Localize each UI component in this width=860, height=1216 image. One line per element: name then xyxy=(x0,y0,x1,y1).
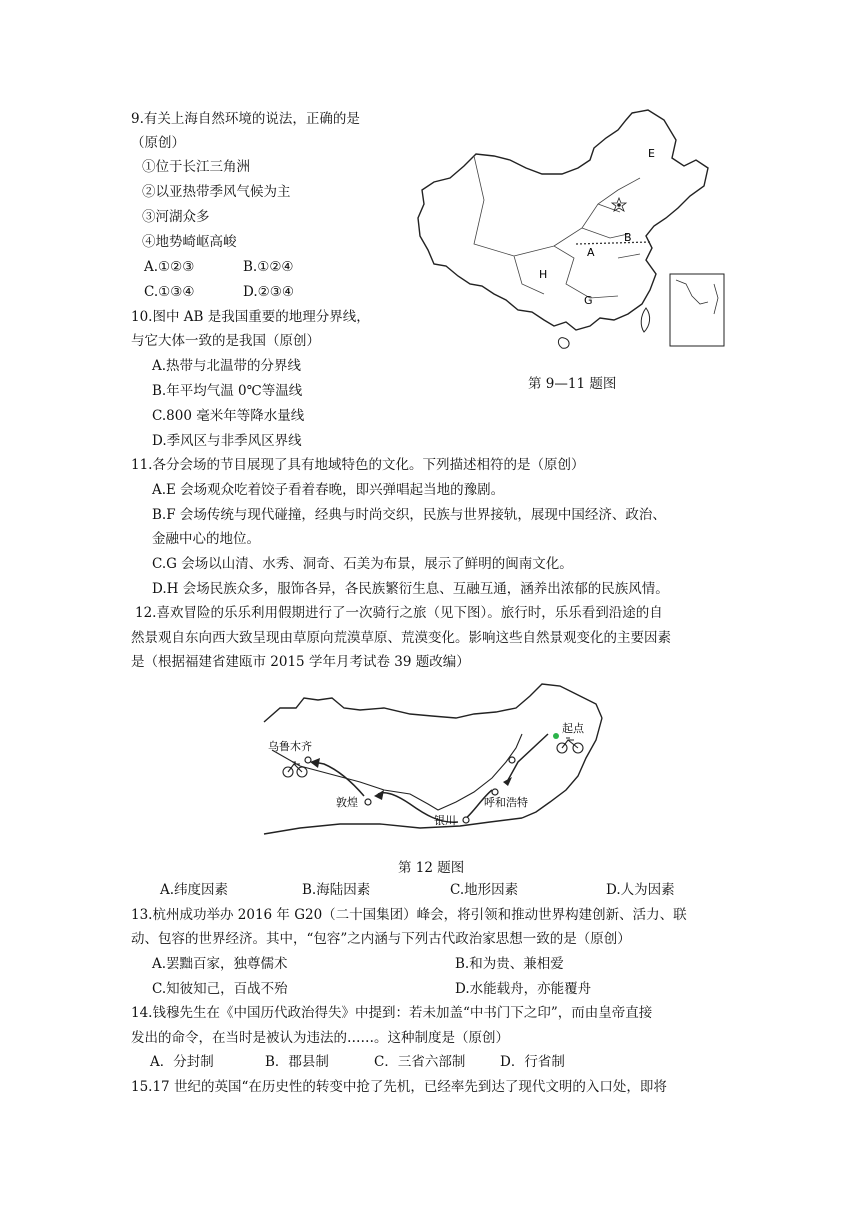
dunhuang-point xyxy=(365,799,371,805)
hainan-island xyxy=(558,338,569,349)
q13-line-2: 动、包容的世界经济。其中，“包容”之内涵与下列古代政治家思想一致的是（原创） xyxy=(131,931,631,947)
china-outline xyxy=(418,110,708,330)
province-borders xyxy=(474,156,640,298)
inset-coast xyxy=(676,280,718,314)
q13-option-a: A.罢黜百家，独尊儒术 xyxy=(152,956,288,972)
q9-option-d: D.②③④ xyxy=(243,284,294,300)
label-yinchuan: 银川 xyxy=(434,814,456,827)
label-start: 起点 xyxy=(562,722,584,735)
q9-item-3: ③河湖众多 xyxy=(142,209,210,225)
q11-option-b-line1: B.F 会场传统与现代碰撞，经典与时尚交织，民族与世界接轨，展现中国经济、政治、 xyxy=(152,507,666,523)
q9-source: （原创） xyxy=(131,135,185,151)
start-point xyxy=(553,733,559,739)
taiwan-island xyxy=(641,308,649,332)
q13-line-1: 13.杭州成功举办 2016 年 G20（二十国集团）峰会，将引领和推动世界构建创新、活力、联 xyxy=(131,907,687,923)
q12-line-3: 是（根据福建省建瓯市 2015 学年月考试卷 39 题改编） xyxy=(131,654,470,670)
label-urumqi: 乌鲁木齐 xyxy=(268,740,312,753)
map-label-a: A xyxy=(587,246,595,259)
q11-option-d: D.H 会场民族众多，服饰各异，各民族繁衍生息、互融互通，涵养出浓郁的民族风情。 xyxy=(152,581,669,597)
bicycle-icon-2 xyxy=(283,762,307,777)
china-map xyxy=(414,108,730,370)
urumqi-point xyxy=(305,757,311,763)
q12-option-d: D.人为因素 xyxy=(606,882,675,898)
q13-option-d: D.水能载舟，亦能覆舟 xyxy=(455,981,592,997)
q14-option-a: A．分封制 xyxy=(150,1054,214,1070)
map1-caption: 第 9—11 题图 xyxy=(528,376,617,392)
arrowhead-3 xyxy=(374,790,384,800)
map-label-g: G xyxy=(584,294,593,307)
waypoint-stop xyxy=(509,757,515,763)
route-map xyxy=(260,678,616,840)
q12-line-1: 12.喜欢冒险的乐乐利用假期进行了一次骑行之旅（见下图）。旅行时，乐乐看到沿途的自 xyxy=(135,605,663,621)
q9-stem: 9.有关上海自然环境的说法，正确的是 xyxy=(131,111,360,127)
q15-line-1: 15.17 世纪的英国“在历史性的转变中抢了先机，已经率先到达了现代文明的入口处，即将 xyxy=(131,1079,667,1095)
map-label-b: B xyxy=(624,231,632,244)
map-label-h: H xyxy=(539,268,548,281)
q9-option-c: C.①③④ xyxy=(144,284,195,300)
q12-line-2: 然景观自东向西大致呈现由草原向荒漠草原、荒漠变化。影响这些自然景观变化的主要因素 xyxy=(131,630,671,646)
q10-stem-1: 10.图中 AB 是我国重要的地理分界线， xyxy=(131,309,370,325)
q9-item-4: ④地势崎岖高峻 xyxy=(142,234,237,250)
q10-option-d: D.季风区与非季风区界线 xyxy=(152,433,302,449)
q11-option-b-line2: 金融中心的地位。 xyxy=(152,531,260,547)
q14-option-c: C．三省六部制 xyxy=(374,1054,466,1070)
q13-option-c: C.知彼知己，百战不殆 xyxy=(152,981,288,997)
route-arrow-1 xyxy=(508,734,548,780)
q14-option-d: D．行省制 xyxy=(500,1054,565,1070)
q11-option-c: C.G 会场以山清、水秀、洞奇、石美为布景，展示了鲜明的闽南文化。 xyxy=(152,556,573,572)
q9-item-1: ①位于长江三角洲 xyxy=(142,159,250,175)
q14-option-b: B．郡县制 xyxy=(265,1054,329,1070)
bicycle-icon xyxy=(557,738,583,753)
capital-marker xyxy=(617,203,621,207)
label-dunhuang: 敦煌 xyxy=(336,796,358,809)
arrowhead-1 xyxy=(503,777,512,786)
map-label-e: E xyxy=(648,147,655,160)
q11-stem: 11.各分会场的节目展现了具有地域特色的文化。下列描述相符的是（原创） xyxy=(131,457,585,473)
south-sea-inset xyxy=(670,274,724,346)
q10-option-b: B.年平均气温 0℃等温线 xyxy=(152,383,303,399)
hohhot-point xyxy=(492,789,498,795)
route-arrow-4 xyxy=(314,762,364,796)
q14-line-1: 14.钱穆先生在《中国历代政治得失》中提到：若未加盖“中书门下之印”，而由皇帝直接 xyxy=(131,1005,653,1021)
q10-option-c: C.800 毫米年等降水量线 xyxy=(152,408,305,424)
q13-option-b: B.和为贵、兼相爱 xyxy=(455,956,564,972)
q9-option-a: A.①②③ xyxy=(144,259,195,275)
north-border xyxy=(264,684,602,722)
q10-stem-2: 与它大体一致的是我国（原创） xyxy=(131,333,320,349)
q9-option-b: B.①②④ xyxy=(243,259,294,275)
map2-caption: 第 12 题图 xyxy=(398,860,465,876)
ab-line xyxy=(576,242,650,244)
south-boundary xyxy=(264,818,522,834)
label-hohhot: 呼和浩特 xyxy=(484,796,528,809)
q12-option-c: C.地形因素 xyxy=(450,882,519,898)
q12-option-b: B.海陆因素 xyxy=(302,882,371,898)
q11-option-a: A.E 会场观众吃着饺子看着春晚，即兴弹唱起当地的豫剧。 xyxy=(152,482,505,498)
q10-option-a: A.热带与北温带的分界线 xyxy=(152,358,302,374)
yinchuan-point xyxy=(463,817,469,823)
q14-line-2: 发出的命令，在当时是被认为违法的……。这种制度是（原创） xyxy=(131,1030,509,1046)
q12-option-a: A.纬度因素 xyxy=(160,882,229,898)
q9-item-2: ②以亚热带季风气候为主 xyxy=(142,184,291,200)
